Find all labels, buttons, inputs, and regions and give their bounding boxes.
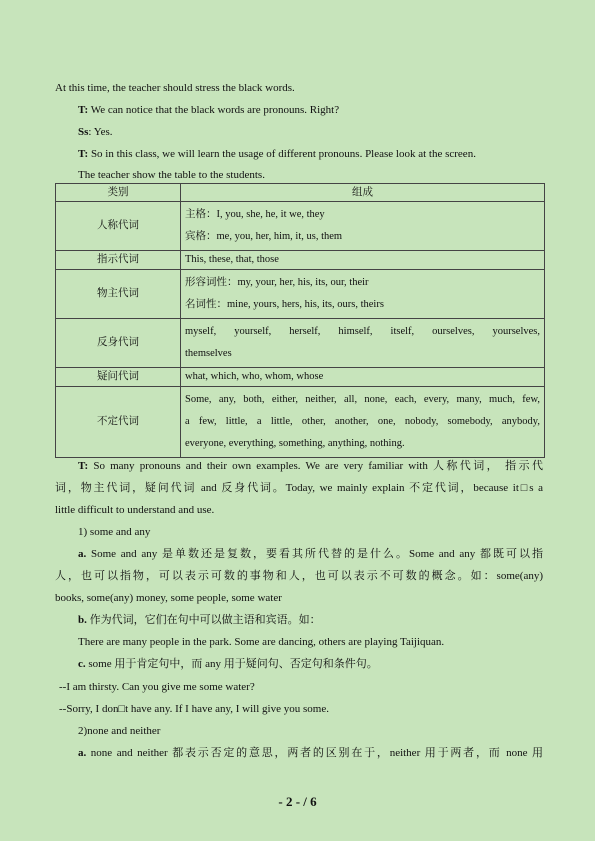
category-cell: 物主代词 (56, 270, 181, 319)
example-line: There are many people in the park. Some are dancing, others are playing Taijiquan. (78, 636, 445, 648)
header-category: 类别 (56, 184, 181, 202)
category-cell: 人称代词 (56, 202, 181, 251)
paragraph-line (78, 547, 543, 561)
category-cell: 反身代词 (56, 319, 181, 368)
composition-cell (181, 270, 545, 319)
item-label: a. (78, 747, 87, 759)
composition-cell: This, these, that, those (181, 251, 545, 270)
composition-line: myself, yourself, herself, himself, itself, ourselves, yourselves, (185, 326, 540, 337)
table-row (56, 270, 545, 319)
composition-cell: what, which, who, whom, whose (181, 368, 545, 387)
section-heading: 2)none and neither (78, 725, 161, 737)
table-row (56, 368, 545, 387)
item-label: c. (78, 658, 86, 670)
item-label: b. (78, 614, 87, 626)
speaker-label: T: (78, 148, 89, 160)
composition-line: everyone, everything, something, anything, nothing. (185, 438, 405, 449)
paragraph-line (78, 746, 543, 760)
table-row (56, 202, 545, 251)
composition-line: 宾格：me, you, her, him, it, us, them (185, 231, 343, 242)
category-cell: 指示代词 (56, 251, 181, 270)
table-row (56, 387, 545, 458)
paragraph-line: books, some(any) money, some people, some water (55, 592, 282, 604)
composition-line: a few, little, a little, other, another, one, nobody, somebody, anybody, (185, 416, 540, 427)
dialogue-line-3 (78, 147, 543, 161)
section-heading: 1) some and any (78, 526, 151, 538)
dialogue-text: : Yes. (88, 126, 113, 138)
paragraph-line: little difficult to understand and use. (55, 504, 215, 516)
pronoun-table (55, 183, 545, 458)
composition-line: Some, any, both, either, neither, all, none, each, every, many, much, few, (185, 394, 540, 405)
dialogue-line-2 (78, 125, 543, 139)
speaker-label: T: (78, 104, 89, 116)
composition-cell (181, 319, 545, 368)
paragraph-line (78, 657, 543, 671)
composition-line: themselves (185, 348, 232, 359)
composition-cell (181, 202, 545, 251)
table-header-row (56, 184, 545, 202)
page-number: - 2 - / 6 (278, 794, 317, 809)
dialogue-line-1 (78, 103, 543, 117)
dialogue-text: We can notice that the black words are pronouns. Right? (88, 104, 340, 116)
paragraph-line: 人，也可以指物，可以表示可数的事物和人，也可以表示不可数的概念。如：some(any) (55, 570, 543, 582)
composition-line: 主格：I, you, she, he, it we, they (185, 209, 325, 220)
intro-line: At this time, the teacher should stress the black words. (55, 82, 295, 94)
category-cell: 不定代词 (56, 387, 181, 458)
example-line: --Sorry, I don□t have any. If I have any, I will give you some. (59, 703, 329, 715)
paragraph-text: some 用于肯定句中，而 any 用于疑问句、否定句和条件句。 (85, 658, 378, 670)
item-label: a. (78, 548, 87, 560)
paragraph-line: 词，物主代词，疑问代词 and 反身代词。Today, we mainly explain 不定代词，because it□s a (55, 482, 543, 494)
paragraph-text: 作为代词，它们在句中可以做主语和宾语。如： (86, 614, 321, 626)
paragraph-line (78, 613, 543, 627)
paragraph-text: Some and any 是单数还是复数，要看其所代替的是什么。Some and any 都既可以指 (86, 548, 543, 560)
speaker-label: Ss (78, 126, 89, 138)
table-row (56, 251, 545, 270)
composition-cell (181, 387, 545, 458)
speaker-label: T: (78, 460, 89, 472)
paragraph-text: none and neither 都表示否定的意思，两者的区别在于，neither 用于两者，而 none 用 (86, 747, 543, 759)
table-caption: The teacher show the table to the students. (78, 169, 265, 181)
paragraph-line (78, 459, 543, 473)
composition-line: 名词性：mine, yours, hers, his, its, ours, theirs (185, 299, 384, 310)
table-row (56, 319, 545, 368)
example-line: --I am thirsty. Can you give me some water? (59, 681, 255, 693)
header-composition: 组成 (181, 184, 545, 202)
paragraph-text: So many pronouns and their own examples. We are very familiar with 人称代词， 指示代 (88, 460, 543, 472)
dialogue-text: So in this class, we will learn the usage of different pronouns. Please look at the screen. (88, 148, 476, 160)
category-cell: 疑问代词 (56, 368, 181, 387)
composition-line: 形容词性：my, your, her, his, its, our, their (185, 277, 369, 288)
